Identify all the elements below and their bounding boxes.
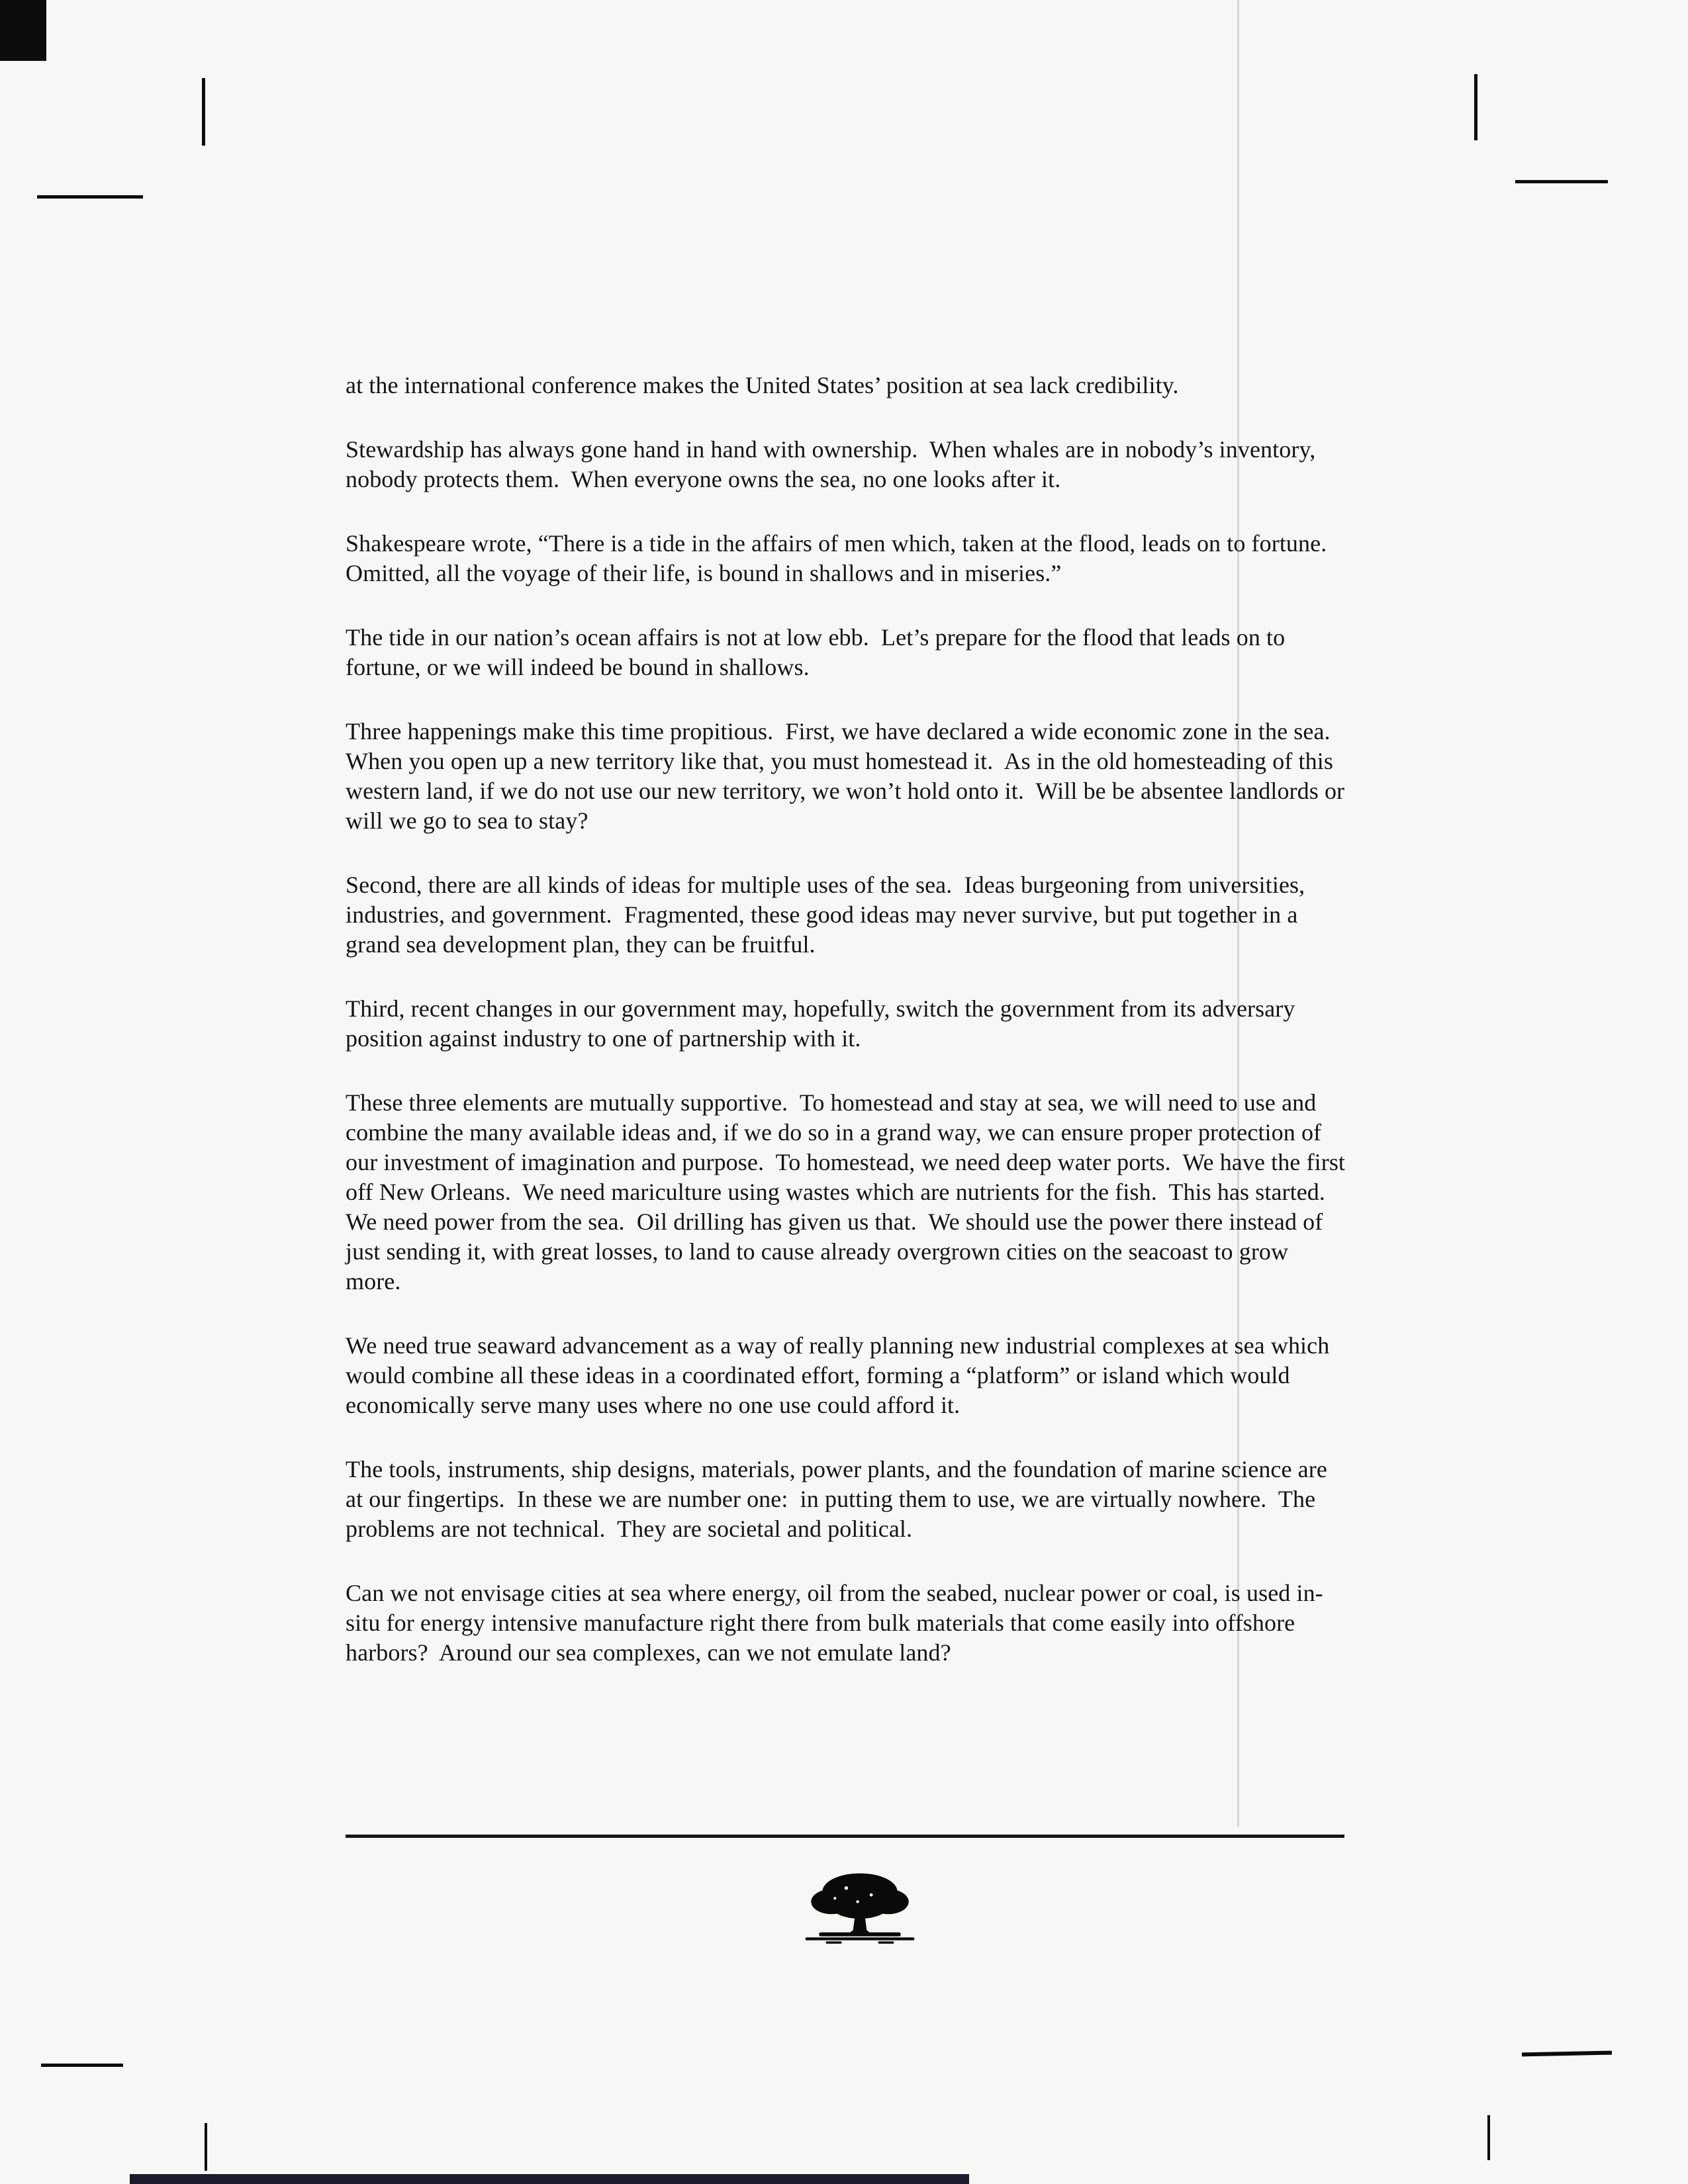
document-text — [346, 371, 1352, 1702]
paragraph: Shakespeare wrote, “There is a tide in the affairs of men which, taken at the flood, leads on to fortune. Omitted, all the voyage of their life, is bound in shallows and in miseries.” — [346, 530, 1339, 586]
paragraph: Second, there are all kinds of ideas for multiple uses of the sea. Ideas burgeoning from universities, industries, and government. Fragmented, these good ideas may never survive, but put together in a grand sea development plan, they can be fruitful. — [346, 872, 1311, 958]
paragraph: Third, recent changes in our government may, hopefully, switch the government from its adversary position against industry to one of partnership with it. — [346, 995, 1301, 1052]
paragraph: Can we not envisage cities at sea where energy, oil from the seabed, nuclear power or coal, is used in-situ for energy intensive manufacture right there from bulk materials that come easily into offshore harbors? Around our sea complexes, can we not emulate land? — [346, 1580, 1323, 1666]
paragraph: Stewardship has always gone hand in hand with ownership. When whales are in nobody’s inventory, nobody protects them. When everyone owns the sea, no one looks after it. — [346, 436, 1322, 492]
paragraph: Three happenings make this time propitious. First, we have declared a wide economic zone in the sea. When you open up a new territory like that, you must homestead it. As in the old homesteading of this western land, if we do not use our new territory, we won’t hold onto it. Will be be absentee landlords or will we go to sea to stay? — [346, 718, 1351, 834]
registration-dash-bottom-right — [1522, 2051, 1612, 2057]
footer-divider-rule — [346, 1835, 1344, 1838]
registration-dash-bottom-left — [41, 2064, 123, 2067]
tree-logo-icon — [792, 1868, 928, 1947]
paragraph: We need true seaward advancement as a way of really planning new industrial complexes at sea which would combine all these ideas in a coordinated effort, forming a “platform” or island which would economically serve many uses where no one use could afford it. — [346, 1332, 1336, 1418]
paragraph: at the international conference makes the United States’ position at sea lack credibility. — [346, 372, 1179, 398]
registration-dash-left — [37, 195, 143, 199]
registration-tick-top-right — [1474, 74, 1477, 140]
scan-corner-blot — [0, 0, 46, 61]
paragraph: The tide in our nation’s ocean affairs is not at low ebb. Let’s prepare for the flood that leads on to fortune, or we will indeed be bound in shallows. — [346, 624, 1291, 680]
paragraph: These three elements are mutually supportive. To homestead and stay at sea, we will need to use and combine the many available ideas and, if we do so in a grand way, we can ensure proper protection of our investment of imagination and purpose. To homestead, we need deep water ports. We have the first off New Orleans. We need mariculture using wastes which are nutrients for the fish. This has started. We need power from the sea. Oil drilling has given us that. We should use the power there instead of just sending it, with great losses, to land to cause already overgrown cities on the seacoast to grow more. — [346, 1089, 1352, 1295]
registration-tick-bottom-right — [1487, 2115, 1490, 2160]
registration-tick-top-left — [202, 78, 205, 146]
registration-tick-bottom-left — [205, 2123, 207, 2171]
scan-artifact-bottom-strip — [130, 2174, 969, 2184]
paragraph: The tools, instruments, ship designs, materials, power plants, and the foundation of marine science are at our fingertips. In these we are number one: in putting them to use, we are virtually nowhere. The problems are not technical. They are societal and political. — [346, 1456, 1334, 1542]
registration-dash-right — [1515, 180, 1608, 183]
